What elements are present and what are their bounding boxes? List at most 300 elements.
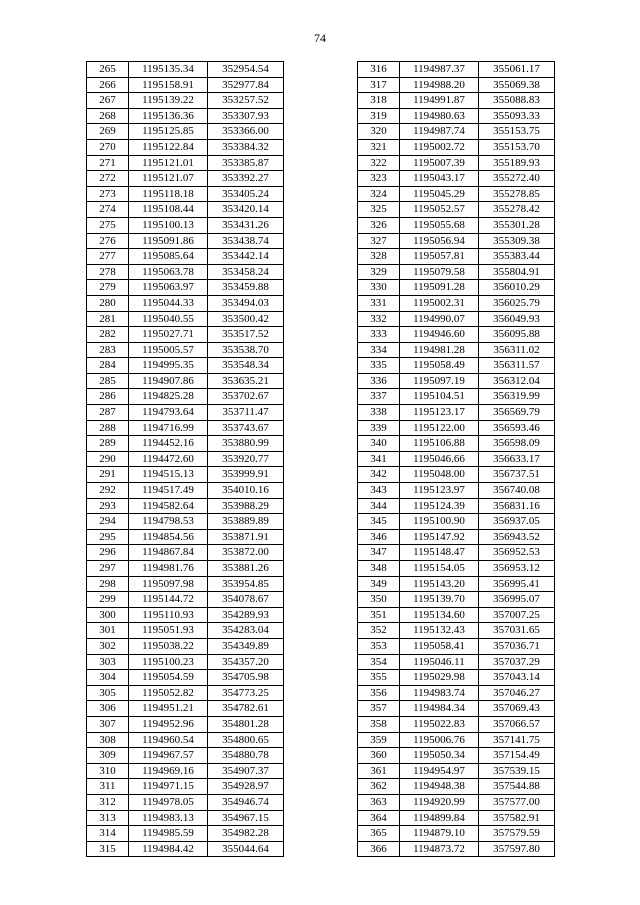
y-coordinate-cell: 355383.44 (479, 249, 555, 265)
table-row (358, 405, 555, 421)
table-row (87, 108, 284, 124)
table-row (358, 763, 555, 779)
point-number-cell: 309 (87, 748, 129, 764)
table-row (87, 217, 284, 233)
x-coordinate-cell: 1195038.22 (129, 638, 208, 654)
table-row (87, 545, 284, 561)
x-coordinate-cell: 1195058.41 (400, 638, 479, 654)
x-coordinate-cell: 1194582.64 (129, 498, 208, 514)
y-coordinate-cell: 355189.93 (479, 155, 555, 171)
x-coordinate-cell: 1194946.60 (400, 327, 479, 343)
y-coordinate-cell: 352977.84 (208, 77, 284, 93)
point-number-cell: 301 (87, 623, 129, 639)
point-number-cell: 272 (87, 171, 129, 187)
x-coordinate-cell: 1195144.72 (129, 592, 208, 608)
table-row (358, 124, 555, 140)
y-coordinate-cell: 357577.00 (479, 794, 555, 810)
table-row (358, 327, 555, 343)
y-coordinate-cell: 356943.52 (479, 529, 555, 545)
y-coordinate-cell: 355069.38 (479, 77, 555, 93)
x-coordinate-cell: 1195106.88 (400, 436, 479, 452)
y-coordinate-cell: 353538.70 (208, 342, 284, 358)
x-coordinate-cell: 1195135.34 (129, 62, 208, 78)
y-coordinate-cell: 357579.59 (479, 826, 555, 842)
x-coordinate-cell: 1195134.60 (400, 607, 479, 623)
point-number-cell: 317 (358, 77, 400, 93)
table-row (87, 373, 284, 389)
y-coordinate-cell: 354782.61 (208, 701, 284, 717)
table-row (358, 685, 555, 701)
point-number-cell: 282 (87, 327, 129, 343)
point-number-cell: 278 (87, 264, 129, 280)
table-row (358, 451, 555, 467)
point-number-cell: 295 (87, 529, 129, 545)
point-number-cell: 314 (87, 826, 129, 842)
table-row (87, 592, 284, 608)
point-number-cell: 325 (358, 202, 400, 218)
x-coordinate-cell: 1195104.51 (400, 389, 479, 405)
point-number-cell: 361 (358, 763, 400, 779)
table-row (87, 716, 284, 732)
table-row (358, 810, 555, 826)
x-coordinate-cell: 1194987.74 (400, 124, 479, 140)
x-coordinate-cell: 1194983.74 (400, 685, 479, 701)
table-row (358, 716, 555, 732)
point-number-cell: 319 (358, 108, 400, 124)
point-number-cell: 276 (87, 233, 129, 249)
x-coordinate-cell: 1195046.11 (400, 654, 479, 670)
point-number-cell: 356 (358, 685, 400, 701)
y-coordinate-cell: 356995.07 (479, 592, 555, 608)
point-number-cell: 339 (358, 420, 400, 436)
y-coordinate-cell: 353711.47 (208, 405, 284, 421)
x-coordinate-cell: 1195063.97 (129, 280, 208, 296)
y-coordinate-cell: 353548.34 (208, 358, 284, 374)
table-row (87, 233, 284, 249)
table-row (358, 467, 555, 483)
x-coordinate-cell: 1195022.83 (400, 716, 479, 732)
point-number-cell: 318 (358, 93, 400, 109)
x-coordinate-cell: 1195158.91 (129, 77, 208, 93)
x-coordinate-cell: 1195123.97 (400, 483, 479, 499)
y-coordinate-cell: 353458.24 (208, 264, 284, 280)
x-coordinate-cell: 1195051.93 (129, 623, 208, 639)
y-coordinate-cell: 353384.32 (208, 139, 284, 155)
point-number-cell: 365 (358, 826, 400, 842)
y-coordinate-cell: 356953.12 (479, 561, 555, 577)
point-number-cell: 302 (87, 638, 129, 654)
x-coordinate-cell: 1195139.22 (129, 93, 208, 109)
point-number-cell: 266 (87, 77, 129, 93)
point-number-cell: 298 (87, 576, 129, 592)
point-number-cell: 311 (87, 779, 129, 795)
y-coordinate-cell: 356319.99 (479, 389, 555, 405)
table-row (87, 249, 284, 265)
point-number-cell: 347 (358, 545, 400, 561)
point-number-cell: 310 (87, 763, 129, 779)
point-number-cell: 332 (358, 311, 400, 327)
table-row (358, 529, 555, 545)
table-row (358, 498, 555, 514)
y-coordinate-cell: 354801.28 (208, 716, 284, 732)
point-number-cell: 286 (87, 389, 129, 405)
x-coordinate-cell: 1195097.19 (400, 373, 479, 389)
point-number-cell: 363 (358, 794, 400, 810)
table-row (87, 311, 284, 327)
table-row (358, 670, 555, 686)
x-coordinate-cell: 1195002.31 (400, 295, 479, 311)
y-coordinate-cell: 357031.65 (479, 623, 555, 639)
x-coordinate-cell: 1195143.20 (400, 576, 479, 592)
x-coordinate-cell: 1194981.76 (129, 561, 208, 577)
y-coordinate-cell: 354967.15 (208, 810, 284, 826)
y-coordinate-cell: 354357.20 (208, 654, 284, 670)
y-coordinate-cell: 356633.17 (479, 451, 555, 467)
table-row (87, 171, 284, 187)
point-number-cell: 330 (358, 280, 400, 296)
x-coordinate-cell: 1195045.29 (400, 186, 479, 202)
x-coordinate-cell: 1194952.96 (129, 716, 208, 732)
point-number-cell: 291 (87, 467, 129, 483)
y-coordinate-cell: 353988.29 (208, 498, 284, 514)
x-coordinate-cell: 1194515.13 (129, 467, 208, 483)
y-coordinate-cell: 353999.91 (208, 467, 284, 483)
y-coordinate-cell: 357036.71 (479, 638, 555, 654)
y-coordinate-cell: 354349.89 (208, 638, 284, 654)
x-coordinate-cell: 1195052.57 (400, 202, 479, 218)
x-coordinate-cell: 1195027.71 (129, 327, 208, 343)
y-coordinate-cell: 353405.24 (208, 186, 284, 202)
y-coordinate-cell: 356937.05 (479, 514, 555, 530)
point-number-cell: 294 (87, 514, 129, 530)
y-coordinate-cell: 357043.14 (479, 670, 555, 686)
table-row (358, 483, 555, 499)
x-coordinate-cell: 1195097.98 (129, 576, 208, 592)
x-coordinate-cell: 1194948.38 (400, 779, 479, 795)
y-coordinate-cell: 356569.79 (479, 405, 555, 421)
y-coordinate-cell: 353500.42 (208, 311, 284, 327)
y-coordinate-cell: 356952.53 (479, 545, 555, 561)
table-row (358, 233, 555, 249)
y-coordinate-cell: 355309.38 (479, 233, 555, 249)
table-row (87, 451, 284, 467)
point-number-cell: 349 (358, 576, 400, 592)
x-coordinate-cell: 1194951.21 (129, 701, 208, 717)
y-coordinate-cell: 357037.29 (479, 654, 555, 670)
x-coordinate-cell: 1195123.17 (400, 405, 479, 421)
y-coordinate-cell: 356598.09 (479, 436, 555, 452)
point-number-cell: 279 (87, 280, 129, 296)
point-number-cell: 326 (358, 217, 400, 233)
table-row (87, 826, 284, 842)
x-coordinate-cell: 1194907.86 (129, 373, 208, 389)
table-row (358, 217, 555, 233)
x-coordinate-cell: 1195050.34 (400, 748, 479, 764)
y-coordinate-cell: 356737.51 (479, 467, 555, 483)
x-coordinate-cell: 1195085.64 (129, 249, 208, 265)
table-row (87, 498, 284, 514)
point-number-cell: 271 (87, 155, 129, 171)
x-coordinate-cell: 1194920.99 (400, 794, 479, 810)
point-number-cell: 329 (358, 264, 400, 280)
table-row (87, 264, 284, 280)
x-coordinate-cell: 1194988.20 (400, 77, 479, 93)
y-coordinate-cell: 353702.67 (208, 389, 284, 405)
point-number-cell: 343 (358, 483, 400, 499)
y-coordinate-cell: 355088.83 (479, 93, 555, 109)
table-row (358, 186, 555, 202)
table-row (87, 139, 284, 155)
point-number-cell: 362 (358, 779, 400, 795)
table-row (358, 93, 555, 109)
y-coordinate-cell: 354078.67 (208, 592, 284, 608)
point-number-cell: 289 (87, 436, 129, 452)
point-number-cell: 323 (358, 171, 400, 187)
point-number-cell: 359 (358, 732, 400, 748)
table-row (87, 186, 284, 202)
table-row (358, 280, 555, 296)
point-number-cell: 333 (358, 327, 400, 343)
x-coordinate-cell: 1194798.53 (129, 514, 208, 530)
point-number-cell: 281 (87, 311, 129, 327)
table-row (87, 342, 284, 358)
table-row (358, 561, 555, 577)
table-row (87, 405, 284, 421)
table-row (358, 623, 555, 639)
x-coordinate-cell: 1195100.23 (129, 654, 208, 670)
table-row (87, 810, 284, 826)
table-row (87, 623, 284, 639)
point-number-cell: 277 (87, 249, 129, 265)
y-coordinate-cell: 357141.75 (479, 732, 555, 748)
point-number-cell: 280 (87, 295, 129, 311)
point-number-cell: 267 (87, 93, 129, 109)
table-row (87, 62, 284, 78)
point-number-cell: 308 (87, 732, 129, 748)
table-row (358, 202, 555, 218)
coordinates-table-right (357, 61, 555, 857)
x-coordinate-cell: 1195125.85 (129, 124, 208, 140)
x-coordinate-cell: 1194793.64 (129, 405, 208, 421)
x-coordinate-cell: 1195122.84 (129, 139, 208, 155)
y-coordinate-cell: 353635.21 (208, 373, 284, 389)
x-coordinate-cell: 1195118.18 (129, 186, 208, 202)
table-row (87, 514, 284, 530)
table-row (358, 311, 555, 327)
page-number: 74 (314, 31, 326, 45)
y-coordinate-cell: 353307.93 (208, 108, 284, 124)
x-coordinate-cell: 1195110.93 (129, 607, 208, 623)
y-coordinate-cell: 353385.87 (208, 155, 284, 171)
x-coordinate-cell: 1195048.00 (400, 467, 479, 483)
table-row (358, 358, 555, 374)
y-coordinate-cell: 356312.04 (479, 373, 555, 389)
y-coordinate-cell: 353431.26 (208, 217, 284, 233)
y-coordinate-cell: 356831.16 (479, 498, 555, 514)
point-number-cell: 293 (87, 498, 129, 514)
x-coordinate-cell: 1194971.15 (129, 779, 208, 795)
point-number-cell: 364 (358, 810, 400, 826)
point-number-cell: 296 (87, 545, 129, 561)
table-row (87, 280, 284, 296)
x-coordinate-cell: 1195005.57 (129, 342, 208, 358)
y-coordinate-cell: 355153.75 (479, 124, 555, 140)
table-row (358, 139, 555, 155)
x-coordinate-cell: 1194452.16 (129, 436, 208, 452)
point-number-cell: 297 (87, 561, 129, 577)
point-number-cell: 312 (87, 794, 129, 810)
table-row (358, 295, 555, 311)
x-coordinate-cell: 1195132.43 (400, 623, 479, 639)
y-coordinate-cell: 354982.28 (208, 826, 284, 842)
table-row (358, 342, 555, 358)
table-row (87, 576, 284, 592)
point-number-cell: 270 (87, 139, 129, 155)
point-number-cell: 341 (358, 451, 400, 467)
x-coordinate-cell: 1195147.92 (400, 529, 479, 545)
table-row (358, 389, 555, 405)
x-coordinate-cell: 1194991.87 (400, 93, 479, 109)
y-coordinate-cell: 356593.46 (479, 420, 555, 436)
x-coordinate-cell: 1195063.78 (129, 264, 208, 280)
point-number-cell: 316 (358, 62, 400, 78)
x-coordinate-cell: 1195124.39 (400, 498, 479, 514)
table-row (358, 826, 555, 842)
x-coordinate-cell: 1195044.33 (129, 295, 208, 311)
table-row (358, 514, 555, 530)
x-coordinate-cell: 1194716.99 (129, 420, 208, 436)
x-coordinate-cell: 1194825.28 (129, 389, 208, 405)
y-coordinate-cell: 355061.17 (479, 62, 555, 78)
y-coordinate-cell: 353438.74 (208, 233, 284, 249)
y-coordinate-cell: 353420.14 (208, 202, 284, 218)
x-coordinate-cell: 1194867.84 (129, 545, 208, 561)
x-coordinate-cell: 1194984.34 (400, 701, 479, 717)
x-coordinate-cell: 1194517.49 (129, 483, 208, 499)
table-row (358, 420, 555, 436)
table-row (87, 295, 284, 311)
table-row (87, 841, 284, 857)
x-coordinate-cell: 1195055.68 (400, 217, 479, 233)
table-row (87, 670, 284, 686)
point-number-cell: 303 (87, 654, 129, 670)
x-coordinate-cell: 1195091.28 (400, 280, 479, 296)
table-row (87, 389, 284, 405)
y-coordinate-cell: 354800.65 (208, 732, 284, 748)
table-row (358, 108, 555, 124)
y-coordinate-cell: 353459.88 (208, 280, 284, 296)
y-coordinate-cell: 353366.00 (208, 124, 284, 140)
point-number-cell: 307 (87, 716, 129, 732)
point-number-cell: 273 (87, 186, 129, 202)
y-coordinate-cell: 355093.33 (479, 108, 555, 124)
x-coordinate-cell: 1195148.47 (400, 545, 479, 561)
table-row (358, 592, 555, 608)
point-number-cell: 300 (87, 607, 129, 623)
x-coordinate-cell: 1194873.72 (400, 841, 479, 857)
x-coordinate-cell: 1194981.28 (400, 342, 479, 358)
table-row (87, 436, 284, 452)
table-row (87, 794, 284, 810)
table-row (87, 561, 284, 577)
point-number-cell: 320 (358, 124, 400, 140)
table-row (87, 529, 284, 545)
point-number-cell: 354 (358, 654, 400, 670)
y-coordinate-cell: 353392.27 (208, 171, 284, 187)
x-coordinate-cell: 1195121.01 (129, 155, 208, 171)
table-row (87, 93, 284, 109)
y-coordinate-cell: 354283.04 (208, 623, 284, 639)
point-number-cell: 336 (358, 373, 400, 389)
table-row (87, 763, 284, 779)
table-row (358, 249, 555, 265)
x-coordinate-cell: 1195006.76 (400, 732, 479, 748)
x-coordinate-cell: 1194978.05 (129, 794, 208, 810)
point-number-cell: 335 (358, 358, 400, 374)
point-number-cell: 344 (358, 498, 400, 514)
x-coordinate-cell: 1195122.00 (400, 420, 479, 436)
y-coordinate-cell: 354773.25 (208, 685, 284, 701)
table-row (358, 701, 555, 717)
y-coordinate-cell: 356049.93 (479, 311, 555, 327)
x-coordinate-cell: 1194987.37 (400, 62, 479, 78)
y-coordinate-cell: 355272.40 (479, 171, 555, 187)
coordinates-table-right-body (358, 62, 555, 857)
x-coordinate-cell: 1194995.35 (129, 358, 208, 374)
table-row (358, 576, 555, 592)
x-coordinate-cell: 1195154.05 (400, 561, 479, 577)
point-number-cell: 275 (87, 217, 129, 233)
point-number-cell: 337 (358, 389, 400, 405)
y-coordinate-cell: 353871.91 (208, 529, 284, 545)
point-number-cell: 315 (87, 841, 129, 857)
y-coordinate-cell: 353494.03 (208, 295, 284, 311)
y-coordinate-cell: 355044.64 (208, 841, 284, 857)
y-coordinate-cell: 353257.52 (208, 93, 284, 109)
point-number-cell: 352 (358, 623, 400, 639)
y-coordinate-cell: 355153.70 (479, 139, 555, 155)
point-number-cell: 331 (358, 295, 400, 311)
table-row (358, 607, 555, 623)
x-coordinate-cell: 1194990.07 (400, 311, 479, 327)
point-number-cell: 353 (358, 638, 400, 654)
y-coordinate-cell: 353889.89 (208, 514, 284, 530)
table-row (358, 748, 555, 764)
table-row (87, 638, 284, 654)
table-row (87, 607, 284, 623)
point-number-cell: 351 (358, 607, 400, 623)
x-coordinate-cell: 1194980.63 (400, 108, 479, 124)
x-coordinate-cell: 1194954.97 (400, 763, 479, 779)
table-row (87, 420, 284, 436)
x-coordinate-cell: 1195091.86 (129, 233, 208, 249)
point-number-cell: 269 (87, 124, 129, 140)
y-coordinate-cell: 353954.85 (208, 576, 284, 592)
point-number-cell: 283 (87, 342, 129, 358)
x-coordinate-cell: 1195058.49 (400, 358, 479, 374)
y-coordinate-cell: 355278.42 (479, 202, 555, 218)
x-coordinate-cell: 1195100.90 (400, 514, 479, 530)
x-coordinate-cell: 1195057.81 (400, 249, 479, 265)
x-coordinate-cell: 1194899.84 (400, 810, 479, 826)
y-coordinate-cell: 354705.98 (208, 670, 284, 686)
point-number-cell: 265 (87, 62, 129, 78)
table-row (358, 171, 555, 187)
x-coordinate-cell: 1195002.72 (400, 139, 479, 155)
table-row (358, 654, 555, 670)
point-number-cell: 355 (358, 670, 400, 686)
point-number-cell: 345 (358, 514, 400, 530)
